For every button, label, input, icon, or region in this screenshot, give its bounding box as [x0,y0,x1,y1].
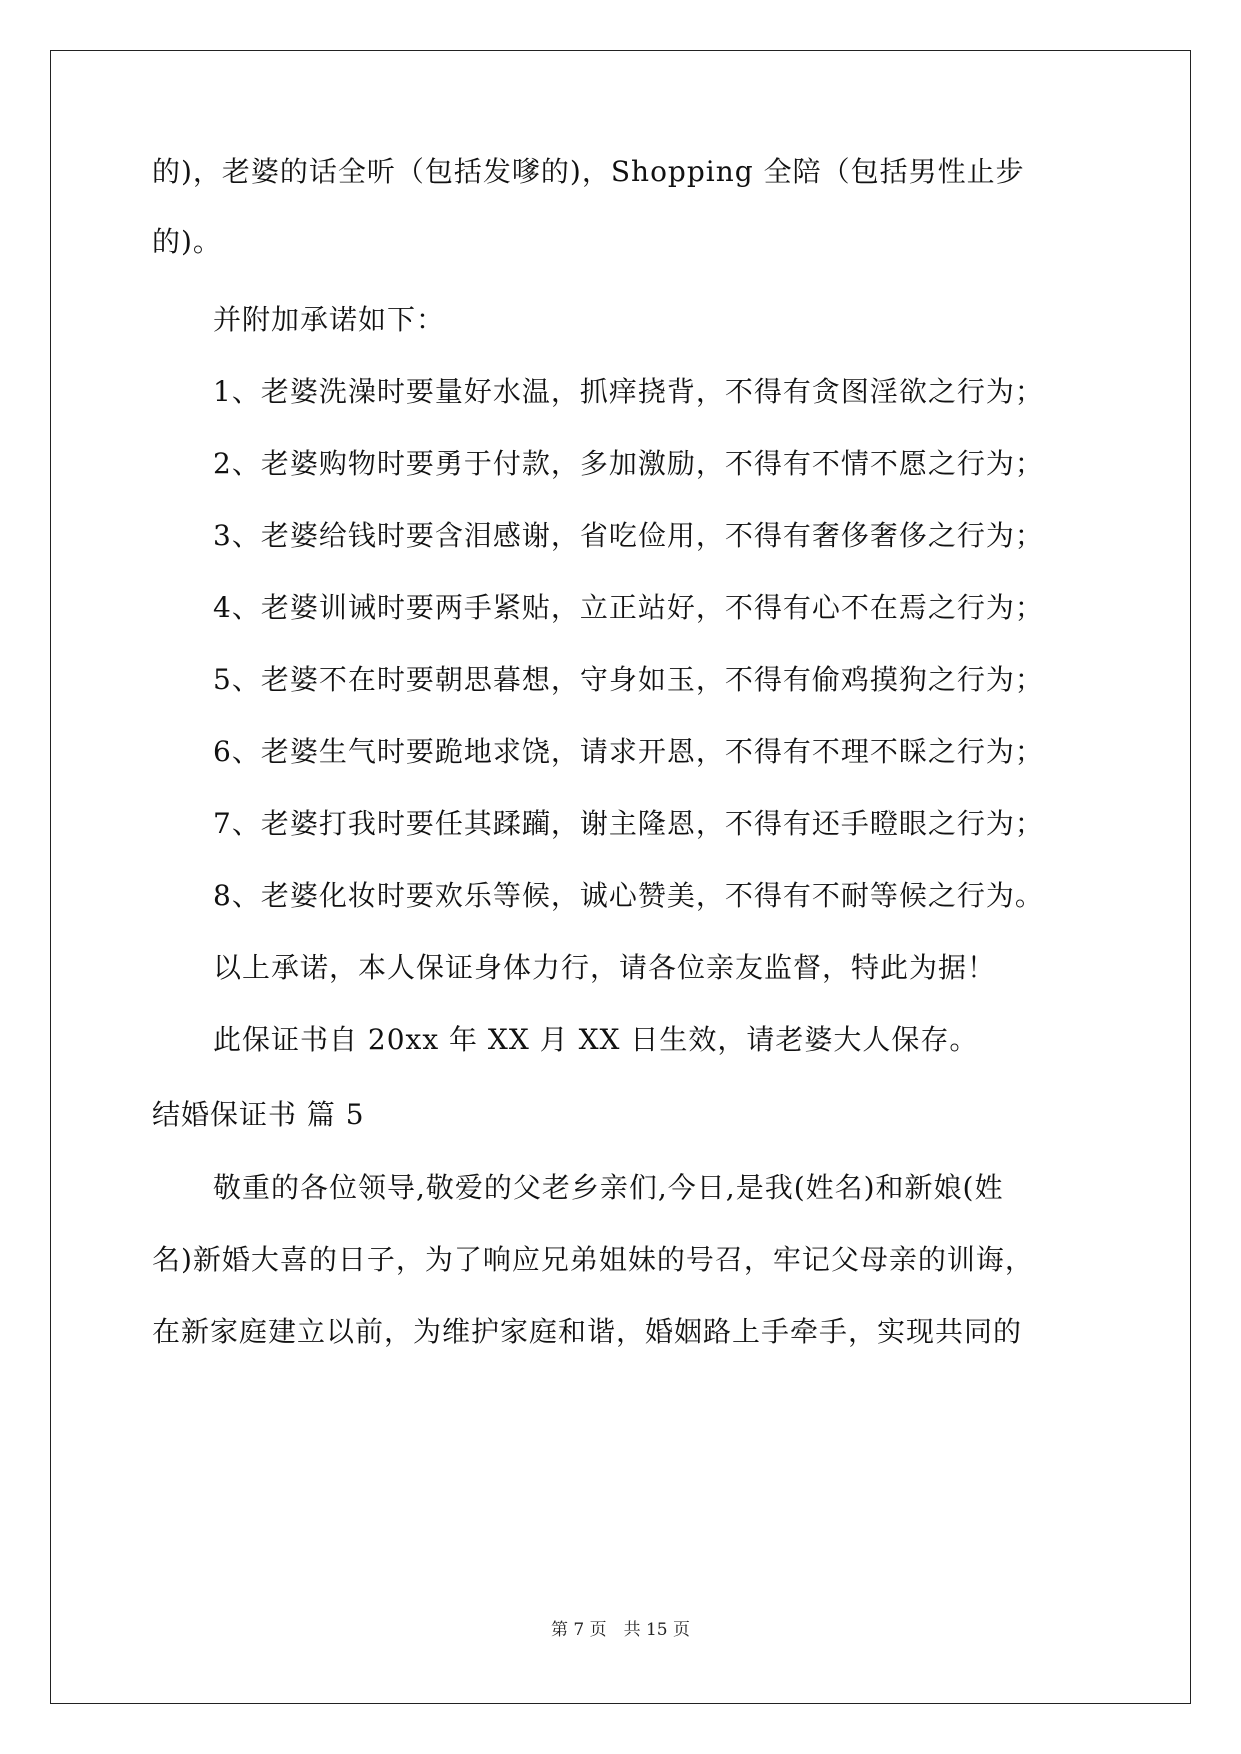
promise-item-2: 2、老婆购物时要勇于付款，多加激励，不得有不情不愿之行为； [213,447,1044,480]
promise-item-5: 5、老婆不在时要朝思暮想，守身如玉，不得有偷鸡摸狗之行为； [213,663,1044,696]
promise-item-1: 1、老婆洗澡时要量好水温，抓痒挠背，不得有贪图淫欲之行为； [213,375,1044,408]
promise-item-8: 8、老婆化妆时要欢乐等候，诚心赞美，不得有不耐等候之行为。 [213,879,1044,912]
promise-item-3: 3、老婆给钱时要含泪感谢，省吃俭用，不得有奢侈奢侈之行为； [213,519,1044,552]
promise-item-6: 6、老婆生气时要跪地求饶，请求开恩，不得有不理不睬之行为； [213,735,1044,768]
section-heading: 结婚保证书 篇 5 [152,1098,365,1131]
paragraph-line: 的)。 [152,225,222,258]
promise-item-7: 7、老婆打我时要任其蹂躏，谢主隆恩，不得有还手瞪眼之行为； [213,807,1044,840]
paragraph-line: 敬重的各位领导,敬爱的父老乡亲们,今日,是我(姓名)和新娘(姓 [213,1171,1004,1204]
paragraph-line: 在新家庭建立以前，为维护家庭和谐，婚姻路上手牵手，实现共同的 [152,1315,1023,1348]
page-number: 第 7 页 共 15 页 [550,1620,691,1640]
paragraph-line: 的)，老婆的话全听（包括发嗲的)，Shopping 全陪（包括男性止步 [152,155,1025,188]
paragraph-line: 名)新婚大喜的日子，为了响应兄弟姐妹的号召，牢记父母亲的训诲， [152,1243,1034,1276]
paragraph-line: 此保证书自 20xx 年 XX 月 XX 日生效，请老婆大人保存。 [213,1023,979,1056]
paragraph-line: 并附加承诺如下： [213,303,446,336]
promise-item-4: 4、老婆训诫时要两手紧贴，立正站好，不得有心不在焉之行为； [213,591,1044,624]
paragraph-line: 以上承诺，本人保证身体力行，请各位亲友监督，特此为据！ [213,951,997,984]
